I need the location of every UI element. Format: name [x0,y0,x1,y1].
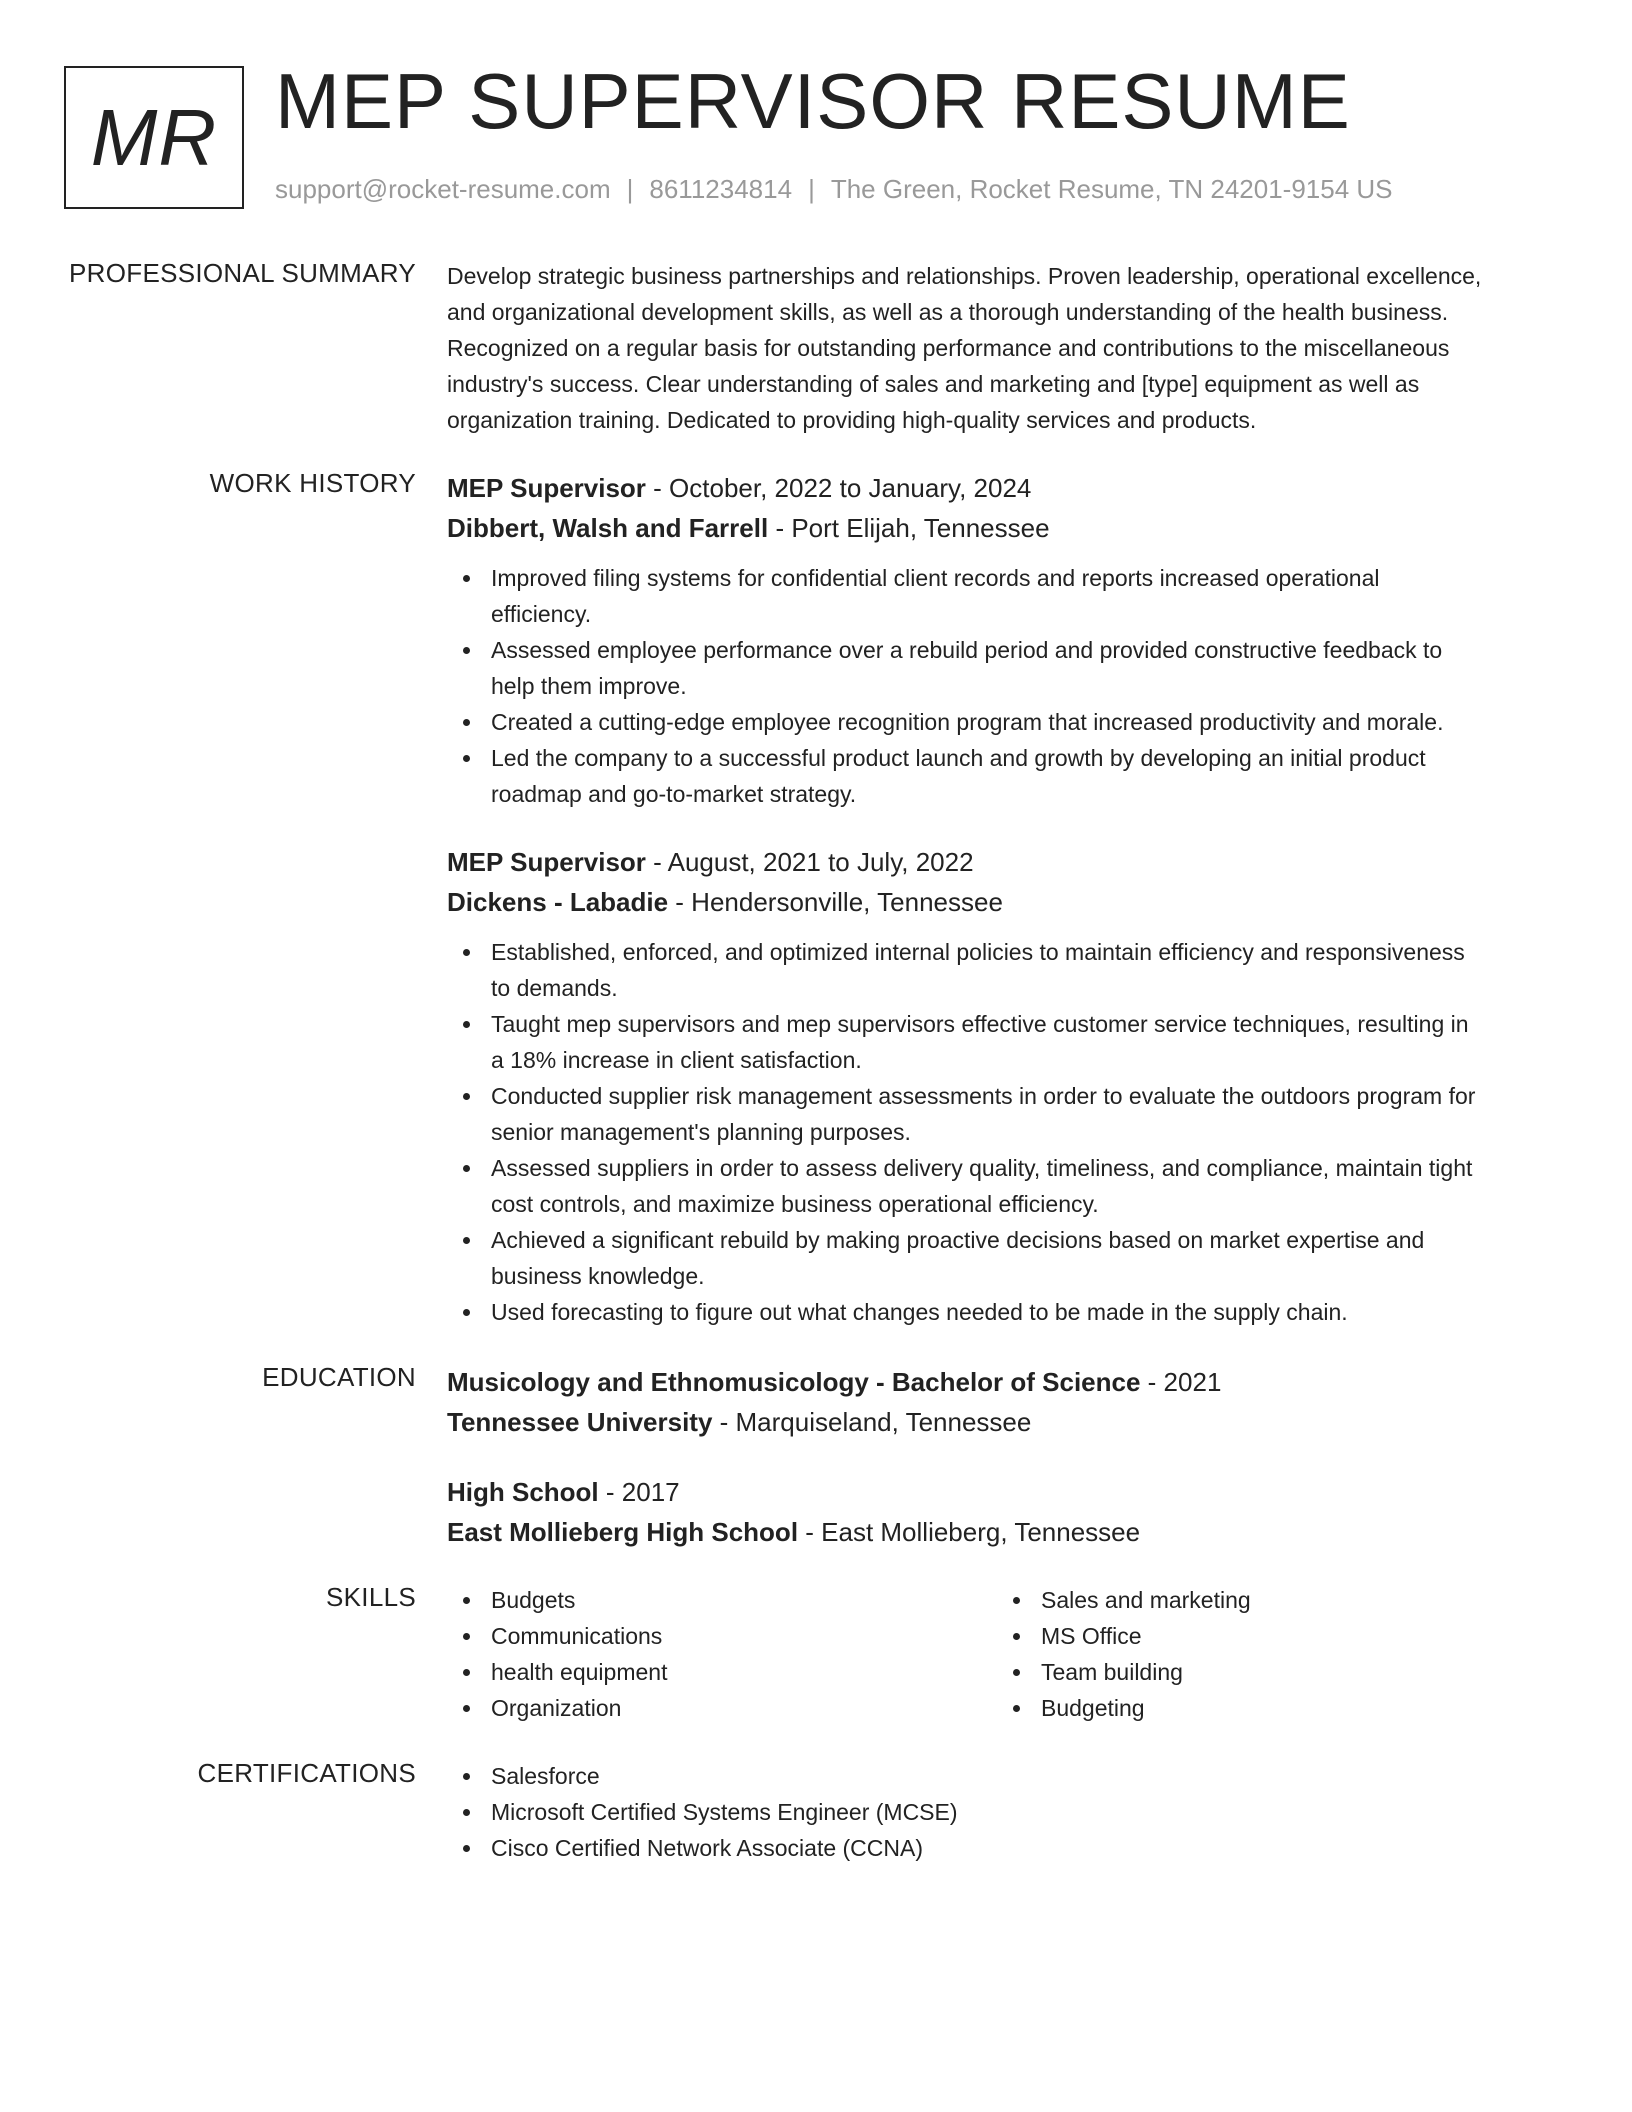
education-location: - East Mollieberg, Tennessee [798,1517,1141,1547]
job-bullet [447,934,1562,1006]
job-bullets [447,934,1562,1330]
bullet-line: to demands. [491,975,618,1001]
skills-label: SKILLS [326,1582,416,1612]
job-title-line [447,468,1562,508]
bullet-line: Taught mep supervisors and mep supervisors effective customer service techniques, resulting in [491,1011,1469,1037]
job-dates: - August, 2021 to July, 2022 [645,847,974,877]
job-title: MEP Supervisor [447,473,646,503]
bullet-line: business knowledge. [491,1263,705,1289]
bullet-line: Created a cutting-edge employee recognition program that increased productivity and morale. [491,709,1444,735]
contact-address: The Green, Rocket Resume, TN 24201-9154 US [830,174,1393,204]
skills-column-left [447,1582,997,1726]
skill-item: health equipment [447,1654,997,1690]
education-degree-line [447,1472,1562,1512]
certifications-list [447,1758,1562,1866]
bullet-line: Improved filing systems for confidential client records and reports increased operational [491,565,1380,591]
education-label: EDUCATION [262,1362,416,1392]
skill-item: Organization [447,1690,997,1726]
education-school: Tennessee University [447,1407,713,1437]
monogram-box [64,66,244,209]
job-dates: - October, 2022 to January, 2024 [645,473,1032,503]
education-year: - 2017 [598,1477,680,1507]
certification-item: Cisco Certified Network Associate (CCNA) [447,1830,1562,1866]
bullet-line: help them improve. [491,673,687,699]
contact-separator: | [808,174,815,204]
education-degree-line [447,1362,1562,1402]
bullet-line: Led the company to a successful product launch and growth by developing an initial product [491,745,1426,771]
job-location: - Port Elijah, Tennessee [768,513,1050,543]
contact-line [275,174,1393,205]
job-entry [447,842,1562,1330]
contact-separator: | [626,174,634,204]
certifications-label: CERTIFICATIONS [197,1758,416,1788]
skill-item: Sales and marketing [997,1582,1547,1618]
job-title: MEP Supervisor [447,847,646,877]
certifications-body [447,1758,1562,1866]
job-company: Dibbert, Walsh and Farrell [447,513,769,543]
education-entry [447,1472,1562,1552]
contact-email: support@rocket-resume.com [275,174,611,204]
bullet-line: Achieved a significant rebuild by making proactive decisions based on market expertise and [491,1227,1425,1253]
education-body [447,1362,1562,1552]
job-title-line [447,842,1562,882]
education-degree: High School [447,1477,599,1507]
skill-item: MS Office [997,1618,1547,1654]
job-location: - Hendersonville, Tennessee [668,887,1003,917]
contact-phone: 8611234814 [649,174,793,204]
summary-line: industry's success. Clear understanding of sales and marketing and [type] equipment as well as [447,371,1420,397]
skills-column-right [997,1582,1547,1726]
job-bullet [447,1078,1562,1150]
education-degree: Musicology and Ethnomusicology - Bachelor of Science [447,1367,1141,1397]
education-location: - Marquiseland, Tennessee [712,1407,1032,1437]
education-year: - 2021 [1140,1367,1222,1397]
job-entry [447,468,1562,812]
summary-line: and organizational development skills, as well as a thorough understanding of the health business. [447,299,1449,325]
bullet-line: Assessed suppliers in order to assess delivery quality, timeliness, and compliance, maintain tight [491,1155,1473,1181]
job-bullet [447,740,1562,812]
certification-item: Microsoft Certified Systems Engineer (MCSE) [447,1794,1562,1830]
job-bullet [447,1006,1562,1078]
job-bullet [447,1294,1562,1330]
education-school: East Mollieberg High School [447,1517,799,1547]
job-bullets [447,560,1562,812]
skill-item: Communications [447,1618,997,1654]
work-history-label: WORK HISTORY [209,468,416,498]
education-school-line [447,1512,1562,1552]
bullet-line: Assessed employee performance over a rebuild period and provided constructive feedback to [491,637,1443,663]
job-bullet [447,1222,1562,1294]
bullet-line: Conducted supplier risk management assessments in order to evaluate the outdoors program for [491,1083,1476,1109]
resume-title: MEP SUPERVISOR RESUME [275,57,1351,145]
summary-text [447,258,1562,438]
job-bullet [447,704,1562,740]
skill-item: Budgeting [997,1690,1547,1726]
summary-label: PROFESSIONAL SUMMARY [69,258,416,288]
monogram-initials: MR [90,92,218,182]
bullet-line: efficiency. [491,601,592,627]
job-bullet [447,1150,1562,1222]
skills-body [447,1582,1562,1726]
job-bullet [447,560,1562,632]
bullet-line: Used forecasting to figure out what changes needed to be made in the supply chain. [491,1299,1348,1325]
summary-line: organization training. Dedicated to providing high-quality services and products. [447,407,1257,433]
bullet-line: cost controls, and maximize business operational efficiency. [491,1191,1099,1217]
job-company: Dickens - Labadie [447,887,669,917]
bullet-line: roadmap and go-to-market strategy. [491,781,857,807]
summary-line: Recognized on a regular basis for outstanding performance and contributions to the miscellaneous [447,335,1450,361]
skill-item: Team building [997,1654,1547,1690]
skill-item: Budgets [447,1582,997,1618]
job-bullet [447,632,1562,704]
work-history-body [447,468,1562,1330]
bullet-line: a 18% increase in client satisfaction. [491,1047,862,1073]
job-company-line [447,508,1562,548]
education-school-line [447,1402,1562,1442]
bullet-line: senior management's planning purposes. [491,1119,911,1145]
job-company-line [447,882,1562,922]
certification-item: Salesforce [447,1758,1562,1794]
education-entry [447,1362,1562,1442]
summary-line: Develop strategic business partnerships and relationships. Proven leadership, operational excellence, [447,263,1482,289]
bullet-line: Established, enforced, and optimized internal policies to maintain efficiency and responsiveness [491,939,1465,965]
